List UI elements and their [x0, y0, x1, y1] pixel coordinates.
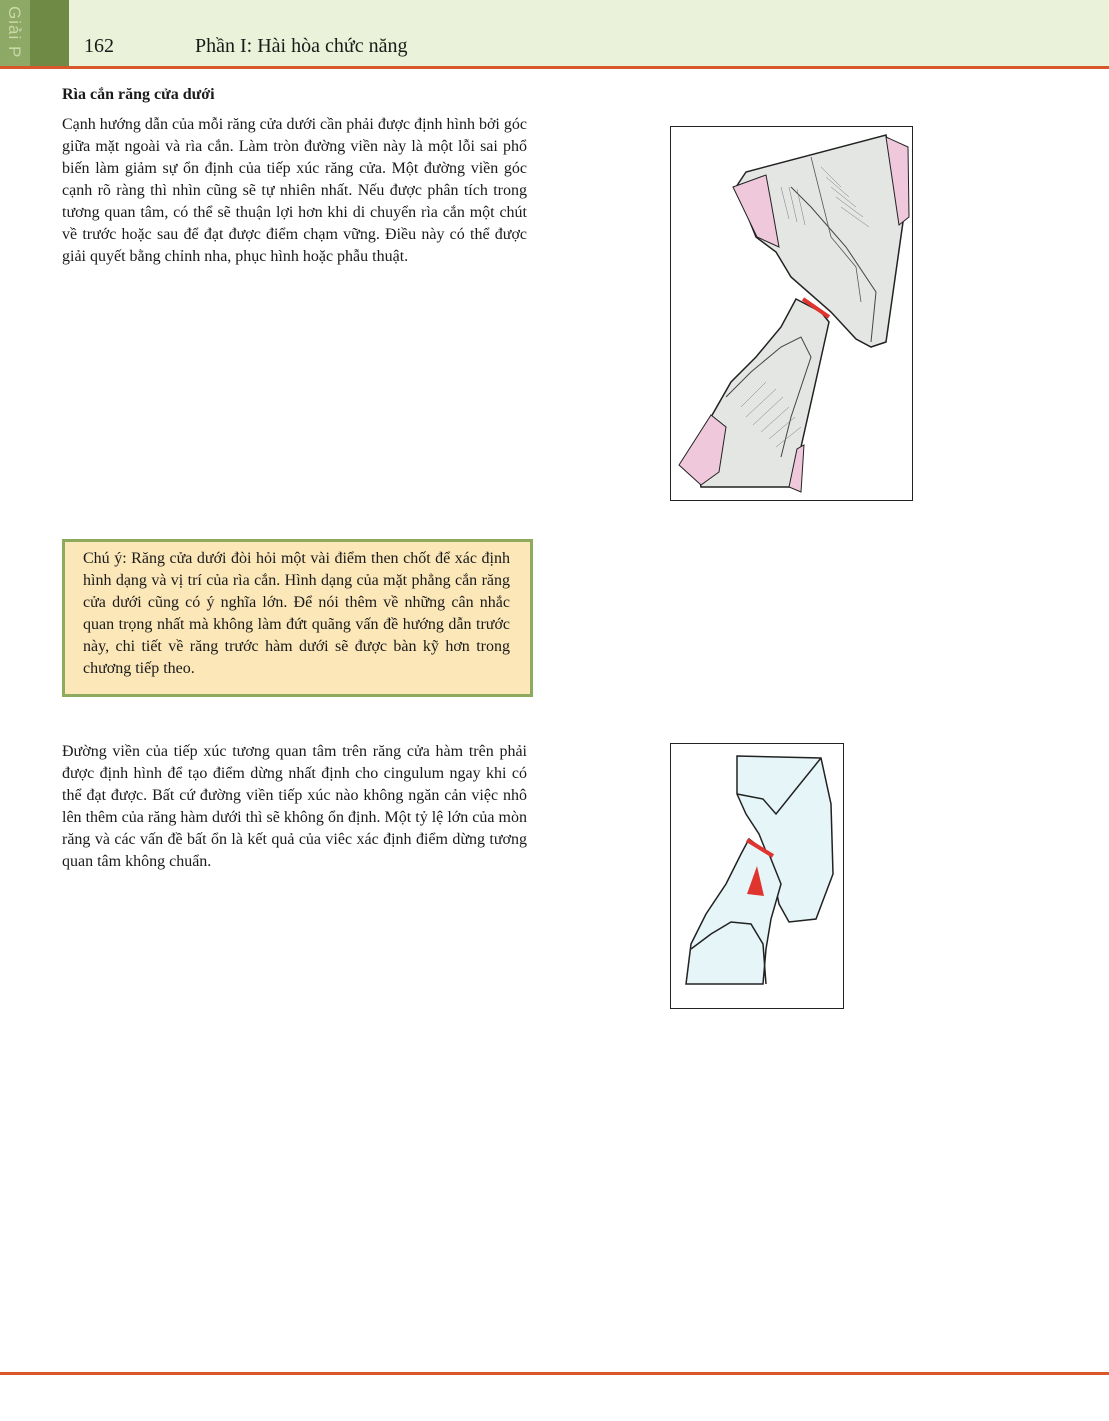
header-rule	[0, 66, 1109, 69]
side-tab	[0, 0, 30, 66]
note-box: Chú ý: Răng cửa dưới đòi hỏi một vài điểm then chốt để xác định hình dạng và vị trí của rìa cắn. Hình dạng của mặt phẳng cắn răng cửa dưới cũng có ý nghĩa lớn. Để nói thêm về những cân nhắc quan trọng nhất mà không làm đứt quãng vấn đề hướng dẫn trước này, chi tiết về răng trước hàm dưới sẽ được bàn kỹ hơn trong chương tiếp theo.	[62, 539, 533, 697]
paragraph-2: Đường viền của tiếp xúc tương quan tâm trên răng cửa hàm trên phải được định hình để tạo điểm dừng nhất định cho cingulum ngay khi có thể đạt được. Bất cứ đường viền tiếp xúc nào không ngăn cản việc nhô lên thêm của răng hàm dưới thì sẽ không ổn định. Một tỷ lệ lớn của mòn răng và các vấn đề bất ổn là kết quả của viêc xác định điểm dừng tương quan tâm không chuẩn.	[62, 743, 527, 870]
side-tab-dark-strip	[30, 0, 69, 66]
lower-tooth-outline	[686, 839, 781, 984]
figure-incisor-contact	[670, 126, 913, 501]
page-number: 162	[84, 35, 114, 57]
centric-stop-drawing	[671, 744, 843, 1008]
side-tab-text: Giải P	[5, 6, 24, 59]
page-header	[0, 0, 1109, 66]
figure-centric-stop	[670, 743, 844, 1009]
paragraph-1: Cạnh hướng dẫn của mỗi răng cửa dưới cần phải được định hình bởi góc giữa mặt ngoài và rìa cắn. Làm tròn đường viền này là một lỗi sai phổ biến làm giảm sự ổn định của tiếp xúc răng cửa. Một đường viền góc cạnh rõ ràng thì nhìn cũng sẽ tự nhiên nhất. Nếu được phân tích trong tương quan tâm, có thể sẽ thuận lợi hơn khi di chuyển rìa cắn một chút về trước hoặc sau để đạt được điểm chạm vững. Điều này có thể được giải quyết bằng chỉnh nha, phục hình hoặc phẫu thuật.	[62, 116, 527, 265]
section-heading: Rìa cắn răng cửa dưới	[62, 86, 215, 103]
incisor-drawing	[671, 127, 912, 500]
chapter-title: Phần I: Hài hòa chức năng	[195, 35, 408, 57]
footer-rule	[0, 1372, 1109, 1375]
